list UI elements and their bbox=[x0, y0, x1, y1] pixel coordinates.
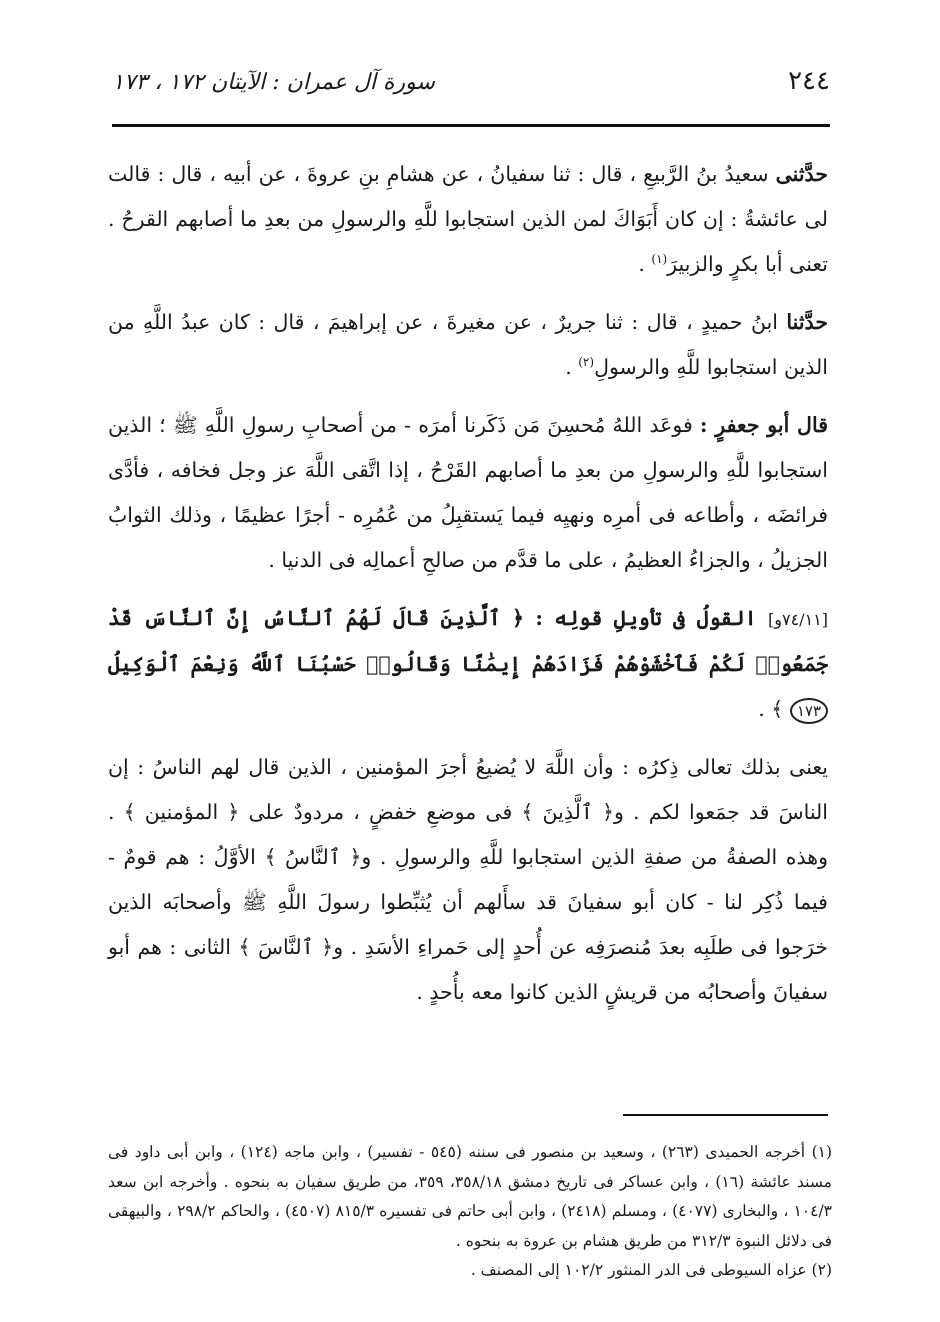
manuscript-ref: [٧٤/١١و] bbox=[768, 610, 828, 629]
paragraph-lead: قال أبو جعفرٍ : bbox=[699, 413, 828, 437]
header-rule bbox=[112, 124, 830, 127]
paragraph-end: . bbox=[565, 355, 579, 379]
footnote-ref-1[interactable]: (١) bbox=[651, 252, 668, 267]
paragraph-lead: القولُ فى تأويلِ قولِه : bbox=[535, 606, 769, 630]
paragraph-text: ابنُ حميدٍ ، قال : ثنا جريرٌ ، عن مغيرةَ ، عن إبراهيمَ ، قال : كان عبدُ اللَّهِ من الذين استجابوا للَّهِ والرسولِ bbox=[108, 310, 828, 379]
page-number: ٢٤٤ bbox=[788, 66, 830, 96]
paragraph-lead: حدَّثنى bbox=[775, 162, 828, 186]
paragraph-lead: حدَّثنا bbox=[786, 310, 828, 334]
footnote-rule bbox=[623, 1114, 828, 1116]
paragraph-5 bbox=[108, 745, 828, 1015]
paragraph-end: ﴾ . bbox=[758, 697, 790, 721]
paragraph-text: يعنى بذلك تعالى ذِكرُه : وأن اللَّهَ لا يُضيعُ أجرَ المؤمنين ، الذين قال لهم الناسُ : إن الناسَ قد جمَعوا لكم . و﴿ ٱلَّذِينَ ﴾ فى موضعِ خفضٍ ، مردودٌ على ﴿ المؤمنين ﴾ . وهذه الصفةُ من صفةِ الذين استجابوا للَّهِ والرسولِ . و﴿ ٱلنَّاسُ ﴾ الأوَّلُ : هم قومٌ - فيما ذُكِر لنا - كان أبو سفيانَ قد سأَلهم أن يُثبِّطوا رسولَ اللَّهِ ﷺ وأصحابَه الذين خرَجوا فى طلَبِه بعدَ مُنصرَفِه عن أُحدٍ إلى حَمراءِ الأسَدِ . و﴿ ٱلنَّاسَ ﴾ الثانى : هم أبو سفيانَ وأصحابُه من قريشٍ الذين كانوا معه بأُحدٍ . bbox=[108, 755, 828, 1004]
paragraph-end: . bbox=[638, 252, 652, 276]
running-title: سورة آل عمران : الآيتان ١٧٢ ، ١٧٣ bbox=[112, 70, 435, 95]
paragraph-text: سعيدُ بنُ الرَّبيعِ ، قال : ثنا سفيانُ ، عن هشامِ بنِ عروةَ ، عن أبيه ، قال : قالت لى عائشةُ : إن كان أَبَوَاكَ لمن الذين استجابوا للَّهِ والرسولِ من بعدِ ما أصابهم القرحُ . تعنى أبا بكرٍ والزبيرَ bbox=[108, 162, 828, 276]
quran-verse: ﴿ ٱلَّذِينَ قَالَ لَهُمُ ٱلنَّاسُ إِنَّ ٱلنَّاسَ قَدْ جَمَعُوا۟ لَكُمْ فَٱخْشَوْهُمْ فَزَادَهُمْ إِيمَٰنًا وَقَالُوا۟ حَسْبُنَا ٱللَّهُ وَنِعْمَ ٱلْوَكِيلُ bbox=[108, 606, 828, 676]
ayah-number-icon: ١٧٣ bbox=[790, 698, 828, 724]
paragraph-4 bbox=[108, 596, 828, 732]
paragraph-text: فوعَد اللهُ مُحسِنَ مَن ذَكَرنا أمرَه - من أصحابِ رسولِ اللَّهِ ﷺ ؛ الذين استجابوا للَّهِ والرسولِ من بعدِ ما أصابهم القَرْحُ ، إذا اتَّقى اللَّهَ عز وجل فخافه ، فأدَّى فرائضَه ، وأطاعه فى أمرِه ونهيِه فيما يَستقبِلُ من عُمُرِه - أجرًا عظيمًا ، وذلك الثوابُ الجزيلُ ، والجزاءُ العظيمُ ، على ما قدَّم من صالحِ أعمالِه فى الدنيا . bbox=[108, 413, 828, 572]
paragraph-1 bbox=[108, 152, 828, 287]
footnote-1: (١) أخرجه الحميدى (٢٦٣) ، وسعيد بن منصور فى سننه (٥٤٥ - تفسير) ، وابن ماجه (١٢٤) ، وابن أبى داود فى مسند عائشة (١٦) ، وابن عساكر فى تاريخ دمشق ٣٥٨/١٨، ٣٥٩، من طريق سفيان به بنحوه . وأخرجه ابن سعد ١٠٤/٣ ، والبخارى (٤٠٧٧) ، ومسلم (٢٤١٨) ، وابن أبى حاتم فى تفسيره ٨١٥/٣ (٤٥٠٧) ، والحاكم ٢٩٨/٢ ، والبيهقى فى دلائل النبوة ٣١٢/٣ من طريق هشام بن عروة به بنحوه . bbox=[108, 1143, 833, 1250]
footnotes bbox=[108, 1138, 832, 1286]
paragraph-3 bbox=[108, 403, 828, 583]
main-text bbox=[108, 152, 828, 1028]
running-header bbox=[112, 62, 830, 110]
footnote-ref-2[interactable]: (٢) bbox=[578, 355, 595, 370]
paragraph-2 bbox=[108, 300, 828, 390]
footnote-2: (٢) عزاه السيوطى فى الدر المنثور ١٠٢/٢ إلى المصنف . bbox=[470, 1261, 832, 1279]
